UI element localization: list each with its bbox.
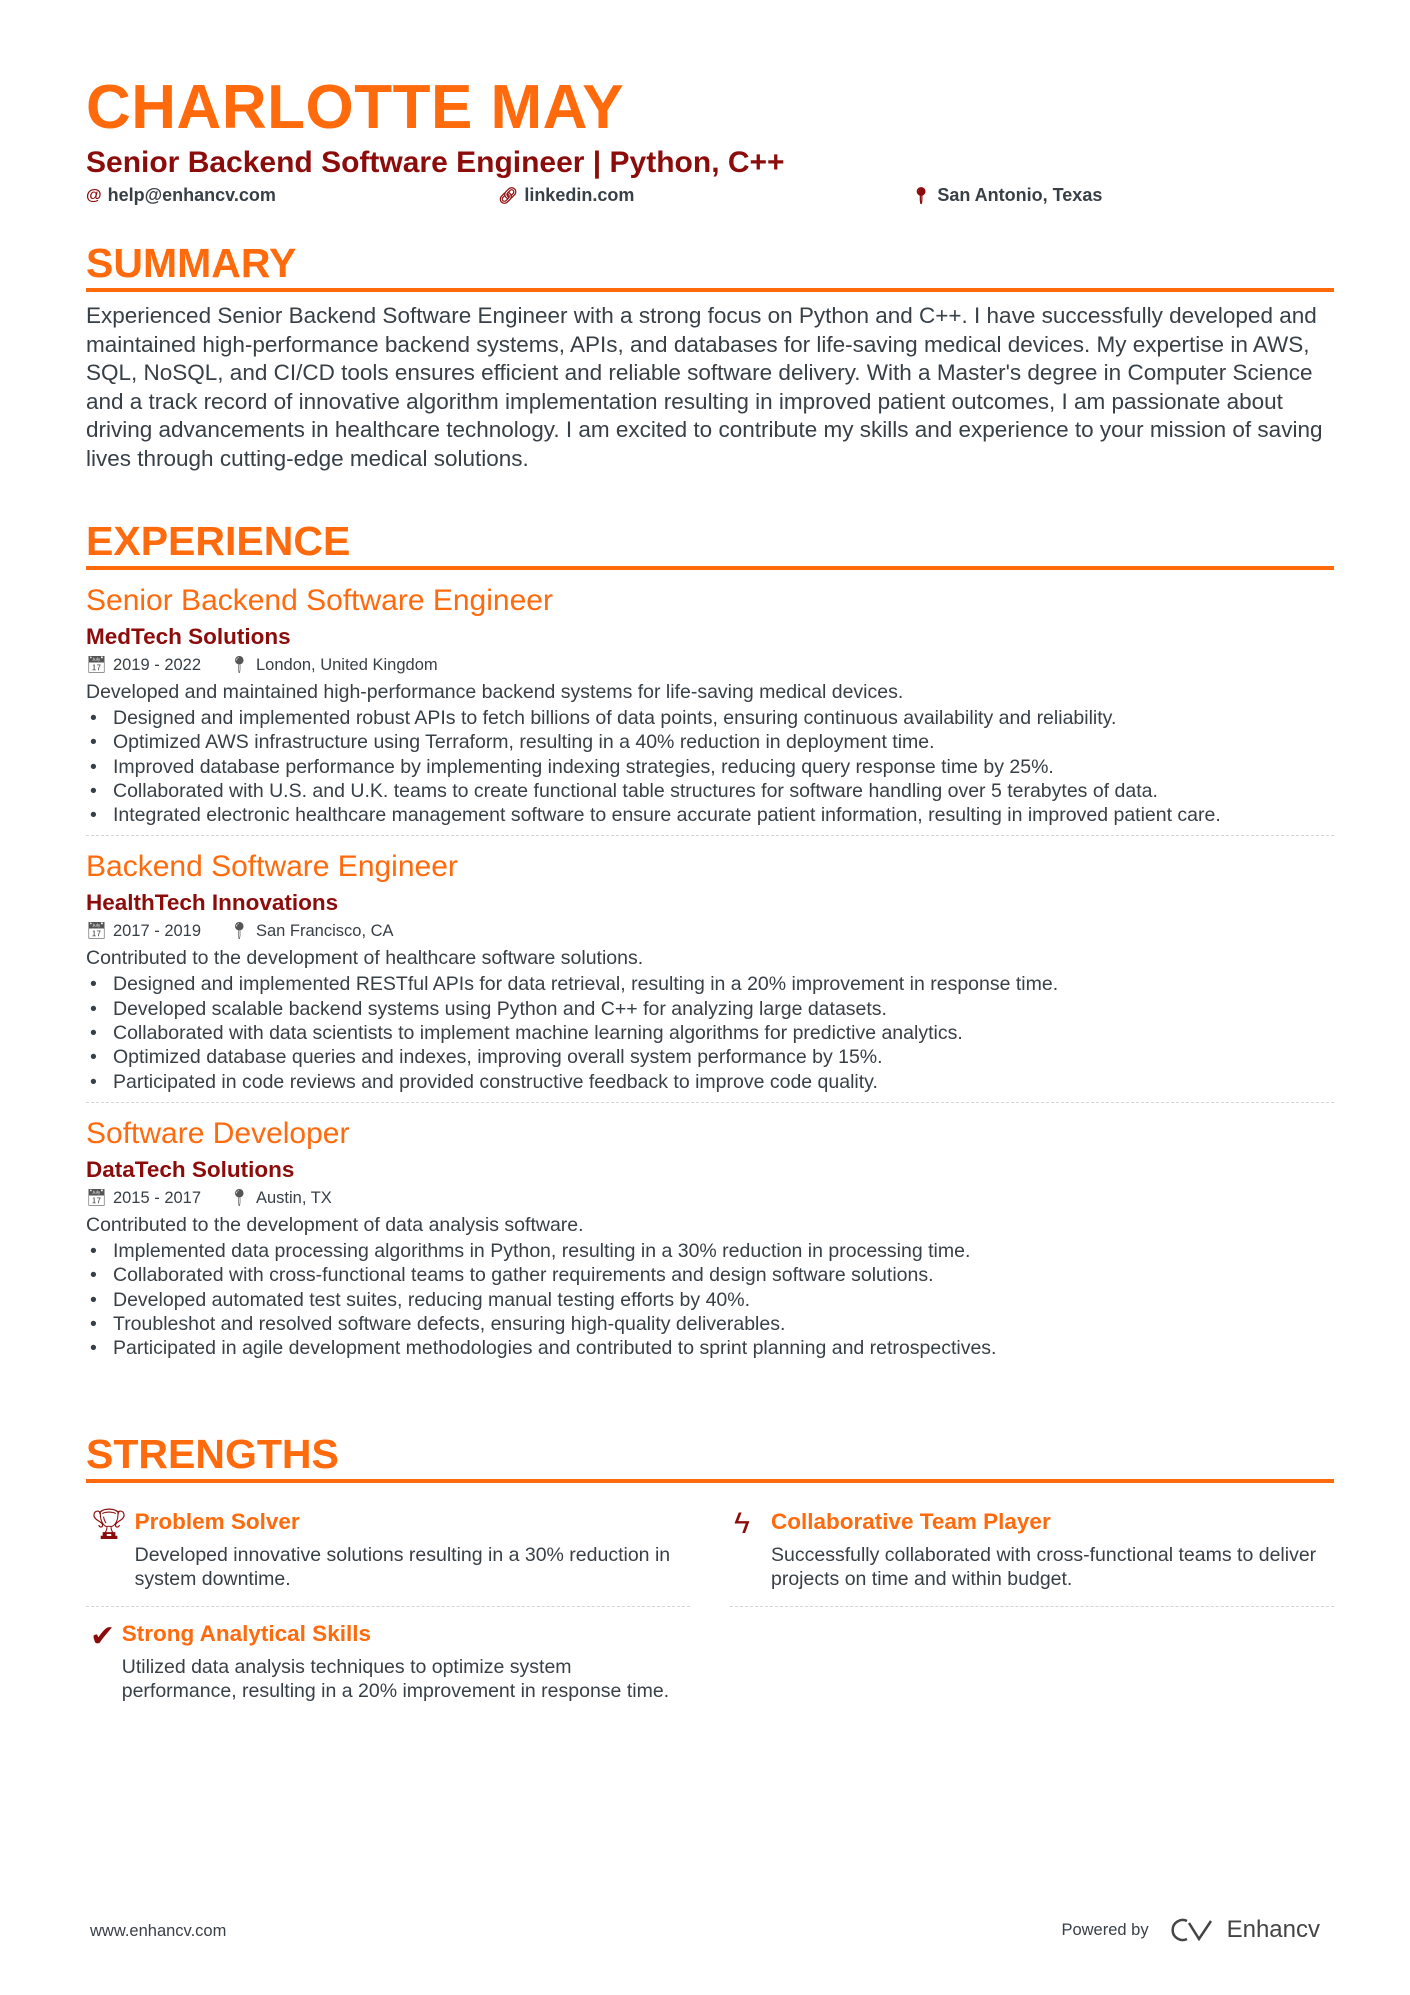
at-icon: @ (86, 186, 102, 204)
location-text: London, United Kingdom (255, 656, 438, 674)
check-icon: ✔ (90, 1620, 116, 1653)
bullet-item: • Designed and implemented robust APIs to fetch billions of data points, ensuring continuous availability and reliability. (86, 706, 1334, 730)
trophy-icon: 🏆︎ (90, 1508, 129, 1541)
bullet-item: • Collaborated with U.S. and U.K. teams to create functional table structures for software handling over 5 terabytes of data. (86, 779, 1334, 803)
email-text: help@enhancv.com (107, 185, 276, 205)
job-meta (86, 652, 1334, 678)
strengths-section (86, 1431, 1334, 1719)
map-pin-icon: 📍︎ (911, 187, 932, 205)
bullet-item: • Troubleshot and resolved software defects, ensuring high-quality deliverables. (86, 1312, 1334, 1336)
company-name: HealthTech Innovations (86, 890, 339, 916)
experience-section (86, 518, 1334, 1368)
footer (90, 1916, 1320, 1943)
job-meta (86, 1185, 1334, 1211)
bullet-item: • Participated in code reviews and provided constructive feedback to improve code quality. (86, 1070, 1334, 1094)
dates-text: 2019 - 2022 (112, 656, 202, 674)
contact-location (911, 185, 1102, 206)
job-entry (86, 582, 1334, 836)
company-name: MedTech Solutions (86, 624, 291, 649)
bullet-item: • Optimized database queries and indexes, improving overall system performance by 15%. (86, 1045, 1334, 1069)
strength-title: Strong Analytical Skills (121, 1621, 371, 1646)
calendar-icon: 📅︎ (86, 1188, 107, 1207)
job-bullets (86, 706, 1334, 827)
job-dates (86, 1185, 201, 1211)
job-entry (86, 1115, 1334, 1368)
map-pin-icon: 📍︎ (229, 922, 250, 941)
company-name: DataTech Solutions (86, 1156, 295, 1182)
candidate-title: Senior Backend Software Engineer | Python, C++ (86, 146, 785, 179)
job-dates (86, 652, 201, 678)
job-bullets (86, 1239, 1334, 1360)
bullet-item: • Integrated electronic healthcare management software to ensure accurate patient information, resulting in improved patient care. (86, 803, 1334, 827)
calendar-icon: 📅︎ (86, 922, 107, 941)
bolt-icon: ϟ (734, 1507, 750, 1540)
enhancv-logo[interactable] (1171, 1916, 1320, 1944)
bullet-item: • Improved database performance by implementing indexing strategies, reducing query response time by 25%. (86, 755, 1334, 779)
bullet-item: • Optimized AWS infrastructure using Terraform, resulting in a 40% reduction in deployment time. (86, 730, 1334, 754)
summary-text: Experienced Senior Backend Software Engineer with a strong focus on Python and C++. I have successfully developed and maintained high-performance backend systems, APIs, and databases for life-saving medical devices. My expertise in AWS, SQL, NoSQL, and CI/CD tools ensures efficient and reliable software delivery. With a Master's degree in Computer Science and a track record of innovative algorithm implementation resulting in improved patient outcomes, I am passionate about driving advancements in healthcare technology. I am excited to contribute my skills and experience to your mission of saving lives through cutting-edge medical solutions. (86, 303, 1323, 471)
candidate-name: CHARLOTTE MAY (86, 73, 625, 142)
enhancv-logo-icon (1171, 1917, 1217, 1943)
location-text: San Antonio, Texas (937, 185, 1103, 205)
strength-item (86, 1495, 690, 1607)
bullet-item: • Designed and implemented RESTful APIs for data retrieval, resulting in a 20% improvement in response time. (86, 972, 1334, 996)
summary-heading: SUMMARY (86, 240, 1334, 292)
powered-by: Powered by (1061, 1920, 1149, 1939)
job-description: Contributed to the development of data analysis software. (86, 1213, 584, 1236)
location-text: Austin, TX (255, 1188, 332, 1207)
job-bullets (86, 972, 1334, 1093)
strength-item (86, 1607, 690, 1719)
job-dates (86, 918, 201, 944)
strength-text: Successfully collaborated with cross-functional teams to deliver projects on time and within budget. (771, 1544, 1317, 1591)
dates-text: 2017 - 2019 (112, 922, 202, 941)
strengths-heading: STRENGTHS (86, 1431, 1334, 1483)
bullet-item: • Participated in agile development methodologies and contributed to sprint planning and retrospectives. (86, 1336, 1334, 1360)
job-entry (86, 848, 1334, 1102)
job-title: Software Developer (86, 1116, 350, 1150)
bullet-item: • Developed scalable backend systems using Python and C++ for analyzing large datasets. (86, 997, 1334, 1021)
link-icon: 🔗︎ (498, 187, 519, 205)
map-pin-icon: 📍︎ (229, 1188, 250, 1207)
footer-site[interactable]: www.enhancv.com (90, 1922, 227, 1940)
brand-text: Enhancv (1226, 1916, 1320, 1943)
bullet-item: • Developed automated test suites, reducing manual testing efforts by 40%. (86, 1288, 1334, 1312)
strength-item (730, 1495, 1334, 1607)
job-meta (86, 918, 1334, 944)
job-description: Contributed to the development of healthcare software solutions. (86, 947, 644, 970)
job-title: Senior Backend Software Engineer (86, 584, 553, 617)
contact-link[interactable] (498, 185, 634, 206)
calendar-icon: 📅︎ (86, 656, 107, 674)
bullet-item: • Collaborated with cross-functional teams to gather requirements and design software solutions. (86, 1263, 1334, 1287)
bullet-item: • Collaborated with data scientists to implement machine learning algorithms for predictive analytics. (86, 1021, 1334, 1045)
bullet-item: • Implemented data processing algorithms in Python, resulting in a 30% reduction in processing time. (86, 1239, 1334, 1263)
dates-text: 2015 - 2017 (112, 1188, 202, 1207)
contact-email[interactable] (86, 185, 276, 206)
job-title: Backend Software Engineer (86, 850, 458, 884)
job-description: Developed and maintained high-performance backend systems for life-saving medical devices. (86, 681, 904, 703)
job-location (229, 1185, 332, 1211)
map-pin-icon: 📍︎ (229, 656, 250, 674)
link-text: linkedin.com (524, 185, 635, 205)
strength-text: Utilized data analysis techniques to optimize system performance, resulting in a 20% improvement in response time. (121, 1656, 670, 1703)
job-location (229, 918, 394, 944)
strength-title: Problem Solver (134, 1509, 300, 1534)
job-location (229, 652, 438, 678)
strength-text: Developed innovative solutions resulting in a 30% reduction in system downtime. (134, 1544, 671, 1591)
experience-heading: EXPERIENCE (86, 518, 1334, 570)
summary-section (86, 240, 1334, 474)
strength-title: Collaborative Team Player (771, 1509, 1051, 1534)
contact-row (86, 185, 1334, 209)
location-text: San Francisco, CA (255, 922, 394, 941)
